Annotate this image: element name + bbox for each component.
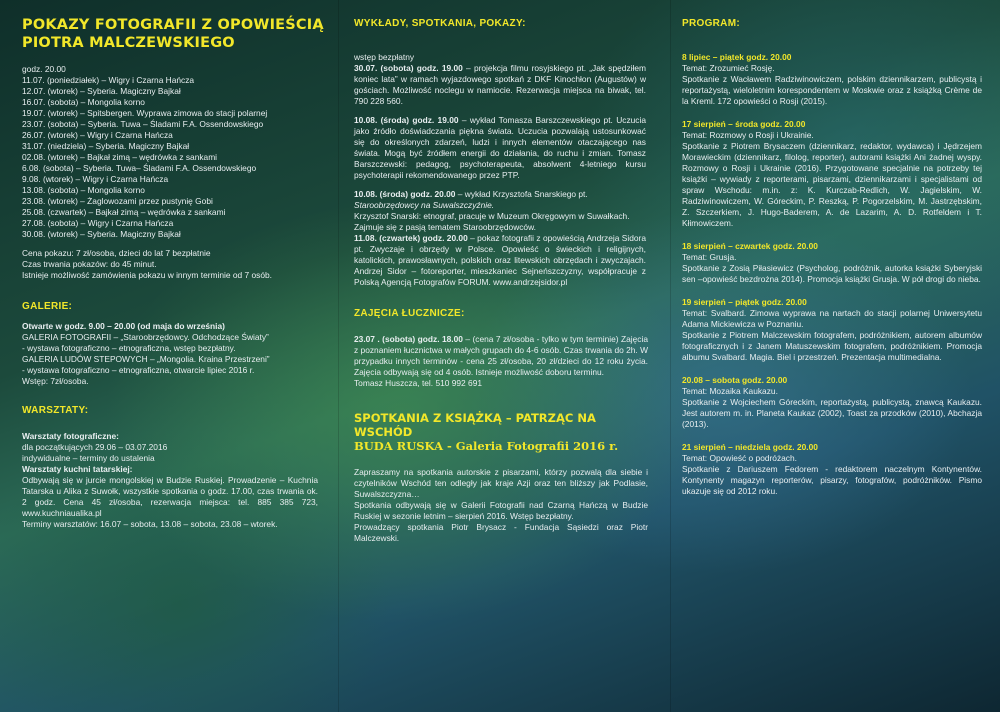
- show-item: 11.07. (poniedziałek) – Wigry i Czarna Hańcza: [22, 75, 195, 85]
- photo-shows-title: [22, 16, 328, 52]
- event-3: [354, 189, 646, 233]
- gallery-line: - wystawa fotograficzno – etnograficzna, wstęp bezpłatny.: [22, 343, 236, 353]
- program-theme: Temat: Rozmowy o Rosji i Ukrainie.: [682, 130, 814, 140]
- program-text: Spotkanie z Dariuszem Fedorem - redaktorem naczelnym Kontynentów. Kontynenty magazyn reporterów, pisarzy, fotografów, podróżników. Pismo ukazuje się od 2012 roku.: [682, 464, 982, 496]
- show-item: 23.07. (sobota) – Syberia. Tuwa – Śladami F.A. Ossendowskiego: [22, 119, 264, 129]
- book-meetings-subtitle: BUDA RUSKA - Galeria Fotografii 2016 r.: [354, 439, 619, 453]
- show-item: 26.07. (wtorek) – Wigry i Czarna Hańcza: [22, 130, 173, 140]
- program-title: PROGRAM:: [682, 18, 740, 29]
- program-date: 17 sierpień – środa godz. 20.00: [682, 119, 806, 129]
- title-line: PIOTRA MALCZEWSKIEGO: [22, 35, 235, 51]
- program-date: 18 sierpień – czwartek godz. 20.00: [682, 241, 818, 251]
- program-item: [682, 119, 988, 229]
- event-text: – wykład Tomasza Barszczewskiego pt. Uczucia jako źródło doświadczania piękna świata. Uczucia pozwalają ustosunkować się do określonych zdarzeń, ludzi i innych elementów otaczającego nas świata. Mogą być źródłem energii do działania, do ruchu i zmian. Tomasz Barszczewski: pedagog, psychoterapeuta, absolwent 4-letniego kursu psychoterapii rekomendowanego przez PTP.: [354, 115, 646, 180]
- event-text: – projekcja filmu rosyjskiego pt. „Jak spędziłem koniec lata” w ramach wyjazdowego spotkań z DKF Kinochłon (Augustów) w gościach. Możliwość noclegu w namiocie. Rezerwacja miejsca na biwak, tel. 790 228 560.: [354, 63, 647, 106]
- show-item: 9.08. (wtorek) – Wigry i Czarna Hańcza: [22, 174, 169, 184]
- entry-note: wstęp bezpłatny: [354, 52, 415, 62]
- event-text: – wykład Krzysztofa Snarskiego pt.: [455, 189, 588, 199]
- event-4: [354, 233, 646, 288]
- book-text: Zapraszamy na spotkania autorskie z pisarzami, którzy pozwalą dla siebie i czytelników Wschód ten odległy jak kraje Azji oraz ten bliższy jak Podlasie, Suwalszczyzna…: [354, 467, 648, 499]
- price-line: Istnieje możliwość zamówienia pokazu w innym terminie od 7 osób.: [22, 270, 272, 280]
- program-text: Spotkanie z Piotrem Brysaczem (dziennikarz, redaktor, wydawca) i Jędrzejem Morawieckim (dziennikarz, filolog, reporter), autorami książki Ani żadnej wyspy. Rozmowy o Rosji i Ukrainie (2016). Przygotowane specjalnie na potrzeby tej książki – wywiady z reporterami, pisarzami, dziennikarzami i specjalistami od spraw Wschodu: m.in. z: K. Kurczab-Redlich, W. Jagielskim, W. Radziwinowiczem, W. Góreckim, P. Reszką, P. Pogorzelskim, M. Jastrzębskim, Z. Szczerkiem, J. Hugo-Baderem, A. de Lazarim, A. D. Rotfeldem i T. Kłimowiczem.: [682, 141, 982, 228]
- archery-description: – (cena 7 zł/osoba - tylko w tym terminie) Zajęcia z poznaniem łucznictwa w małych grupach do 4-6 osób. Czas trwania do 2h. W przypadku innych terminów - cena 25 zł/osoba, 20 zł/dzieci do 12 roku życia. Zajęcia odbywają się od 4 osób. Istnieje możliwość doboru terminu.: [354, 334, 648, 377]
- program-theme: Temat: Grusja.: [682, 252, 737, 262]
- program-item: [682, 52, 988, 107]
- show-item: 30.08. (wtorek) – Syberia. Magiczny Bajkał: [22, 229, 181, 239]
- shows-list: [22, 75, 328, 240]
- kitchen-workshops-dates: Terminy warsztatów: 16.07 – sobota, 13.08 – sobota, 23.08 – wtorek.: [22, 519, 278, 529]
- show-item: 25.08. (czwartek) – Bajkał zimą – wędrówka z sankami: [22, 207, 226, 217]
- show-item: 31.07. (niedziela) – Syberia. Magiczny Bajkał: [22, 141, 190, 151]
- event-italic-title: Staroobrzędowcy na Suwalszczyźnie.: [354, 200, 495, 210]
- event-text: – pokaz fotografii z opowieścią Andrzeja Sidora pt. Zwyczaje i obrzędy w Polsce. Opowieść o świeckich i religijnych, katolickich, prawosławnych, polskich oraz litewskich obrzędach i zwyczajach. Andrzej Sidor – fotoreporter, mieszkaniec Sejneńszczyzny, współpracuje z Polską Agencją Fotografów FORUM. www.andrzejsidor.pl: [354, 233, 646, 287]
- event-date: 11.08. (czwartek) godz. 20.00: [354, 233, 468, 243]
- gallery-line: - wystawa fotograficzno – etnograficzna, otwarcie lipiec 2016 r.: [22, 365, 255, 375]
- show-item: 12.07. (wtorek) – Syberia. Magiczny Bajkał: [22, 86, 181, 96]
- program-date: 21 sierpień – niedziela godz. 20.00: [682, 442, 818, 452]
- shows-time: godz. 20.00: [22, 64, 66, 74]
- column-photo-shows: [0, 0, 338, 712]
- program-text: Spotkanie z Wacławem Radziwinowiczem, polskim dziennikarzem, publicystą i reportażystą, wieloletnim korespondentem w Moskwie oraz z książką Crème de la Kreml. 172 opowieści o Rosji (2015).: [682, 74, 982, 106]
- show-item: 27.08. (sobota) – Wigry i Czarna Hańcza: [22, 218, 174, 228]
- event-2: [354, 115, 646, 181]
- program-date: 19 sierpień – piątek godz. 20.00: [682, 297, 807, 307]
- archery-contact: Tomasz Huszcza, tel. 510 992 691: [354, 378, 483, 388]
- gallery-line: GALERIA LUDÓW STEPOWYCH – „Mongolia. Kraina Przestrzeni”: [22, 354, 270, 364]
- show-item: 13.08. (sobota) – Mongolia korno: [22, 185, 145, 195]
- archery-date: 23.07 . (sobota) godz. 18.00: [354, 334, 463, 344]
- show-item: 23.08. (wtorek) – Żaglowozami przez pustynię Gobi: [22, 196, 213, 206]
- show-item: 6.08. (sobota) – Syberia. Tuwa– Śladami F.A. Ossendowskiego: [22, 163, 257, 173]
- event-1: [354, 63, 646, 107]
- program-item: [682, 297, 988, 363]
- program-text: Spotkanie z Wojciechem Góreckim, reportażystą, publicystą, znawcą Kaukazu. Jest autorem m. in. Planeta Kaukaz (2002), Toast za przodków (2010), Abchazja (2013).: [682, 397, 982, 429]
- show-item: 16.07. (sobota) – Mongolia korno: [22, 97, 145, 107]
- book-meetings-title: SPOTKANIA Z KSIĄŻKĄ – PATRZĄC NA WSCHÓD: [354, 411, 596, 439]
- archery-text: [354, 334, 648, 378]
- book-text: Spotkania odbywają się w Galerii Fotografii nad Czarną Hańczą w Budzie Ruskiej w sezonie letnim – sierpień 2016. Wstęp bezpłatny.: [354, 500, 648, 521]
- event-date: 30.07. (sobota) godz. 19.00: [354, 63, 463, 73]
- lectures-title: WYKŁADY, SPOTKANIA, POKAZY:: [354, 18, 526, 29]
- workshops-title: WARSZTATY:: [22, 405, 89, 416]
- program-item: [682, 375, 988, 430]
- program-date: 20.08 – sobota godz. 20.00: [682, 375, 788, 385]
- program-item: [682, 241, 988, 285]
- show-item: 19.07. (wtorek) – Spitsbergen. Wyprawa zimowa do stacji polarnej: [22, 108, 268, 118]
- photo-workshops-title: Warsztaty fotograficzne:: [22, 431, 119, 441]
- program-theme: Temat: Mozaika Kaukazu.: [682, 386, 778, 396]
- kitchen-workshops-title: Warsztaty kuchni tatarskiej:: [22, 464, 133, 474]
- program-date: 8 lipiec – piątek godz. 20.00: [682, 52, 792, 62]
- gallery-line: Wstęp: 7zł/osoba.: [22, 376, 89, 386]
- gallery-line: GALERIA FOTOGRAFII – „Staroobrzędowcy. Odchodzące Światy”: [22, 332, 269, 342]
- show-item: 02.08. (wtorek) – Bajkał zimą – wędrówka z sankami: [22, 152, 218, 162]
- price-line: Cena pokazu: 7 zł/osoba, dzieci do lat 7 bezpłatnie: [22, 248, 211, 258]
- kitchen-workshops-text: Odbywają się w jurcie mongolskiej w Budzie Ruskiej. Prowadzenie – Kuchnia Tatarska u Alika z Suwołk, wszystkie spotkania o godz. 17.00, czas trwania ok. 2 godz. Cena 45 zł/osoba, rezerwacja miejsca: tel. 885 385 723, www.kuchniaualika.pl: [22, 475, 318, 518]
- book-text: Prowadzący spotkania Piotr Brysacz - Fundacja Sąsiedzi oraz Piotr Malczewski.: [354, 522, 648, 543]
- program-theme: Temat: Opowieść o podróżach.: [682, 453, 797, 463]
- column-program: [670, 0, 1000, 712]
- price-line: Czas trwania pokazów: do 45 minut.: [22, 259, 157, 269]
- photo-workshops-line: indywidualne – terminy do ustalenia: [22, 453, 155, 463]
- title-line: POKAZY FOTOGRAFII Z OPOWIEŚCIĄ: [22, 17, 324, 33]
- program-theme: Temat: Svalbard. Zimowa wyprawa na nartach do stacji polarnej Uniwersytetu Adama Mickiewicza w Poznaniu.: [682, 308, 982, 329]
- column-lectures: [338, 0, 670, 712]
- program-theme: Temat: Zrozumieć Rosję.: [682, 63, 775, 73]
- program-item: [682, 442, 988, 497]
- program-text: Spotkanie z Piotrem Malczewskim fotografem, podróżnikiem, autorem albumów fotograficznych i z Janem Matuszewskim fotografem, podróżnikiem. Promocja albumu Svalbard. Magia. Biel i przestrzeń. Prezentacja multimedialna.: [682, 330, 982, 362]
- photo-workshops-line: dla początkujących 29.06 – 03.07.2016: [22, 442, 168, 452]
- event-text: Krzysztof Snarski: etnograf, pracuje w Muzeum Okręgowym w Suwałkach. Zajmuje się z pasją tematem Staroobrzędowców.: [354, 211, 630, 232]
- program-text: Spotkanie z Zosią Piłasiewicz (Psycholog, podróżnik, autorka książki Syberyjski sen –opowieść bezdrożna 2014). Promocja książki Grusja. W pół drogi do nieba.: [682, 263, 982, 284]
- event-date: 10.08. (środa) godz. 20.00: [354, 189, 456, 199]
- archery-title: ZAJĘCIA ŁUCZNICZE:: [354, 308, 465, 319]
- galleries-title: GALERIE:: [22, 301, 73, 312]
- event-date: 10.08. (środa) godz. 19.00: [354, 115, 459, 125]
- galleries-hours: Otwarte w godz. 9.00 – 20.00 (od maja do września): [22, 321, 225, 331]
